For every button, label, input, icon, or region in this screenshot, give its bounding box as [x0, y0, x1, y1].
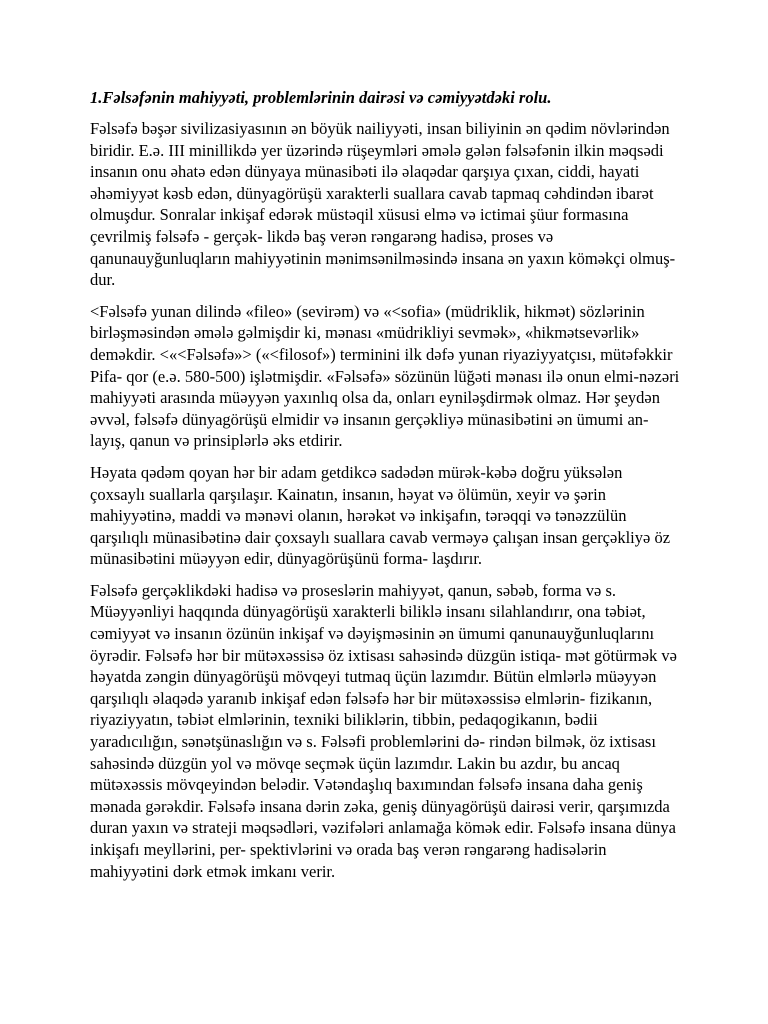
paragraph-role: Fəlsəfə gerçəklikdəki hadisə və proseslərin mahiyyət, qanun, səbəb, forma və s. Müəyyənliyi haqqında dünyagörüşü xarakterli biliklə insanı silahlandırır, ona təbiət, cəmiyyət və insanın özünün inkişaf və dəyişməsinin ən ümumi qanunauyğunluqlarını öyrədir. Fəlsəfə hər bir mütəxəssisə öz ixtisası sahəsində düzgün istiqa- mət götürmək və həyatda zəngin dünyagörüşü mövqeyi tutmaq üçün lazımdır. Bütün elmlərlə müəyyən qarşılıqlı əlaqədə yaranıb inkişaf edən fəlsəfə hər bir mütəxəssisə elmlərin- fizikanın, riyaziyyatın, təbiət elmlərinin, texniki biliklərin, tibbin, pedaqogikanın, bədii yaradıcılığın, sənətşünaslığın və s. Fəlsəfi problemlərini də- rindən bilmək, öz ixtisası sahəsində düzgün yol və mövqe seçmək üçün lazımdır. Lakin bu azdır, bu ancaq mütəxəssis mövqeyindən belədir. Vətəndaşlıq baxımından fəlsəfə insana daha geniş mənada gərəkdir. Fəlsəfə insana dərin zəka, geniş dünyagörüşü dairəsi verir, qarşımızda duran yaxın və strateji məqsədləri, vəzifələri anlamağa kömək edir. Fəlsəfə insana dünya inkişafı meyllərini, per- spektivlərini və orada baş verən rəngarəng hadisələrin mahiyyətini dərk etmək imkanı verir.	[90, 580, 677, 881]
document-page	[90, 86, 680, 892]
section-heading: 1.Fəlsəfənin mahiyyəti, problemlərinin dairəsi və cəmiyyətdəki rolu.	[90, 88, 552, 107]
paragraph-worldview: Həyata qədəm qoyan hər bir adam getdikcə sadədən mürək-kəbə doğru yüksələn çoxsaylı suallarla qarşılaşır. Kainatın, insanın, həyat və ölümün, xeyir və şərin mahiyyətinə, maddi və mənəvi olanın, hərəkət və inkişafın, tərəqqi və tənəzzülün qarşılıqlı münasibətinə dair çoxsaylı suallara cavab verməyə çalışan insan gerçəkliyə öz münasibətini müəyyən edir, dünyagörüşünü forma- laşdırır.	[90, 462, 671, 569]
paragraph-intro: Fəlsəfə bəşər sivilizasiyasının ən böyük nailiyyəti, insan biliyinin ən qədim növlərindən biridir. E.ə. III minillikdə yer üzərində rüşeymləri əmələ gələn fəlsəfənin ilkin məqsədi insanın onu əhatə edən dünyaya münasibəti ilə əlaqədar qarşıya çıxan, ciddi, hayati əhəmiyyət kəsb edən, dünyagörüşü xarakterli suallara cavab tapmaq cəhdindən ibarət olmuşdur. Sonralar inkişaf edərək müstəqil xüsusi elmə və ictimai şüur formasına çevrilmiş fəlsəfə - gerçək- likdə baş verən rəngarəng hadisə, proses və qanunauyğunluqların mahiyyətinin mənimsənilməsində insana ən yaxın köməkçi olmuş- dur.	[90, 119, 676, 290]
paragraph-etymology: <Fəlsəfə yunan dilində «fileo» (sevirəm) və «<sofia» (müdriklik, hikmət) sözlərinin birləşməsindən əmələ gəlmişdir ki, mənası «müdrikliyi sevmək», «hikmətsevərlik» deməkdir. <«<Fəlsəfə»> («<filosof») terminini ilk dəfə yunan riyaziyyatçısı, mütəfəkkir Pifa- qor (e.ə. 580-500) işlətmişdir. «Fəlsəfə» sözünün lüğəti mənası ilə onun elmi-nəzəri mahiyyəti arasında müəyyən yaxınlıq olsa da, onları eyniləşdirmək olmaz. Hər şeydən əvvəl, fəlsəfə dünyagörüşü elmidir və insanın gerçəkliyə münasibətini ən ümumi an- layış, qanun və prinsiplərlə əks etdirir.	[90, 301, 680, 451]
